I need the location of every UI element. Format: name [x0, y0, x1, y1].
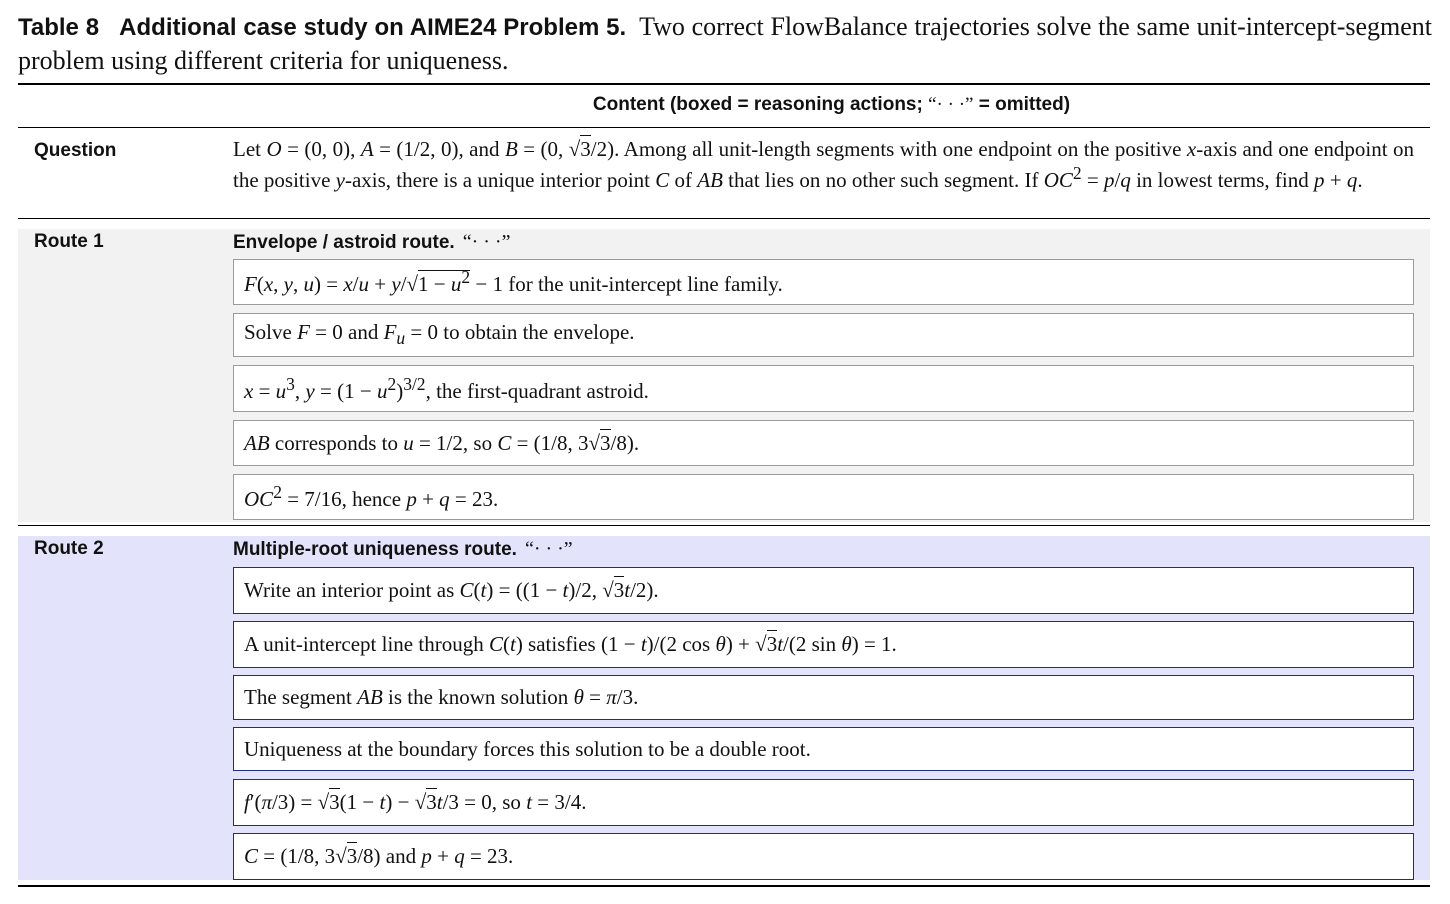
question-rule: [18, 218, 1430, 219]
header-rule: [18, 127, 1430, 128]
caption-label: Table 8: [18, 14, 100, 41]
route-divider-rule: [18, 525, 1430, 526]
route1-title: Envelope / astroid route.: [233, 232, 455, 253]
table-caption: [18, 10, 1432, 77]
route1-title-line: [233, 231, 510, 254]
route2-title-line: [233, 538, 573, 561]
top-rule: [18, 83, 1430, 85]
route2-omit-quote: “· · ·”: [524, 538, 573, 560]
caption-text: Two correct FlowBalance trajectories solve the same unit-intercept-segment problem using different criteria for uniqueness.: [18, 12, 1433, 75]
route1-step-2: Solve F = 0 and $F_u = 0$ to obtain the envelope.: [233, 313, 1414, 357]
route2-title: Multiple-root uniqueness route.: [233, 539, 517, 560]
header-content-label: Content (boxed = reasoning actions;: [592, 94, 923, 115]
header-omit-glyph: “· · ·”: [928, 94, 974, 115]
content-column-header: [233, 94, 1430, 116]
route2-step-3: The segment AB is the known solution θ = π/3.: [233, 675, 1414, 720]
route2-step-2: A unit-intercept line through C(t) satisfies (1 − t)/(2 cos θ) + √3t/(2 sin θ) = 1.: [233, 621, 1414, 668]
route2-step-4: Uniqueness at the boundary forces this solution to be a double root.: [233, 727, 1414, 771]
route2-label: Route 2: [34, 538, 104, 559]
bottom-rule: [18, 885, 1430, 887]
route2-step-1: Write an interior point as C(t) = ((1 − t)/2, √3t/2).: [233, 567, 1414, 614]
route1-step-1: F(x, y, $u) = x/u + y/√1 - u^2 - 1$ for the unit-intercept line family.: [233, 259, 1414, 305]
column-header: [18, 94, 1430, 120]
route1-step-4: AB corresponds to u = 1/2, so C = (1/8, 3√3/8).: [233, 420, 1414, 466]
caption-title: Additional case study on AIME24 Problem 5.: [119, 14, 627, 41]
question-label: Question: [34, 140, 117, 161]
route1-label: Route 1: [34, 231, 104, 252]
route2-step-5: f′(π/3) = √3(1 − t) − √3t/3 = 0, so t = 3/4.: [233, 779, 1414, 826]
route2-step-6: C = (1/8, 3√3/8) and p + q = 23.: [233, 833, 1414, 880]
header-content-tail: = omitted): [978, 94, 1071, 115]
route1-omit-quote: “· · ·”: [462, 231, 511, 253]
route1-step-3: $x = u^3$, $y = (1 - u^2)^{3/2}$, the first-quadrant astroid.: [233, 365, 1414, 412]
question-text: Let O = (0, 0), A = (1/2, 0), and B = (0, √3/2). Among all unit-length segments with one endpoint on the positive x-axis and one endpoint on the positive y-axis, there is a unique interior point C of AB that lies on no other such segment. If $OC^2 = p/q$ in lowest terms, find p + q.: [233, 137, 1415, 192]
route1-step-5: $OC^2 = 7/16$, hence p + q = 23.: [233, 474, 1414, 520]
